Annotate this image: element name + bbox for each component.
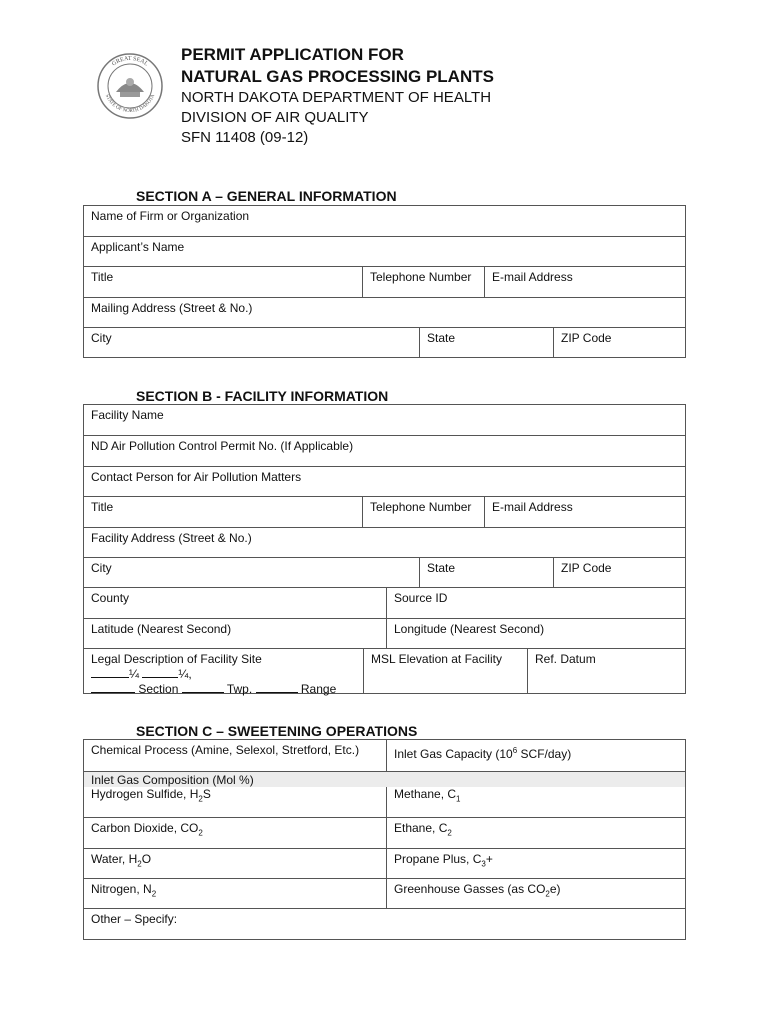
applicant-name-field[interactable]: Applicant’s Name [91, 240, 185, 254]
section-b-table [83, 404, 686, 694]
legal-section-line [91, 682, 356, 697]
contact-title-field[interactable]: Title [91, 500, 114, 514]
source-id-field[interactable]: Source ID [386, 588, 685, 618]
seal-bottom-text: STATE OF NORTH DAKOTA [103, 93, 157, 115]
legal-description-label: Legal Description of Facility Site [91, 652, 262, 666]
other-specify-field[interactable]: Other – Specify: [91, 912, 178, 926]
ghg-sub: 2 [545, 889, 550, 899]
firm-name-field[interactable]: Name of Firm or Organization [91, 209, 250, 223]
water-label: Water, H [91, 852, 138, 866]
h2s-label: Hydrogen Sulfide, H [91, 787, 199, 801]
seal-top-text: GREAT SEAL [111, 55, 149, 68]
facility-name-field[interactable]: Facility Name [91, 408, 164, 422]
nitrogen-field[interactable] [84, 879, 386, 908]
water-sub: 2 [137, 859, 142, 869]
applicant-city-field[interactable]: City [91, 331, 112, 345]
applicant-zip-field[interactable]: ZIP Code [553, 328, 685, 357]
msl-elevation-field[interactable]: MSL Elevation at Facility [363, 649, 527, 693]
nitrogen-label: Nitrogen, N [91, 882, 152, 896]
applicant-email-field[interactable]: E-mail Address [484, 267, 685, 297]
ghg-label: Greenhouse Gasses (as CO [394, 882, 546, 896]
division-name: DIVISION OF AIR QUALITY [181, 109, 369, 126]
applicant-title-field[interactable]: Title [91, 270, 114, 284]
quarter-symbol-1: ¼ [129, 667, 140, 681]
co2-sub: 2 [198, 828, 203, 838]
applicant-telephone-field[interactable]: Telephone Number [362, 267, 484, 297]
ethane-field[interactable] [386, 818, 685, 848]
capacity-unit: SCF/day) [517, 747, 572, 761]
propane-label: Propane Plus, C [394, 852, 482, 866]
nitrogen-sub: 2 [151, 889, 157, 899]
twp-label: Twp. [226, 682, 253, 696]
water-post: O [141, 852, 152, 866]
inlet-gas-capacity-field[interactable] [386, 740, 685, 771]
water-field[interactable] [84, 849, 386, 878]
section-a-table [83, 205, 686, 358]
inlet-gas-composition-header: Inlet Gas Composition (Mol %) [91, 773, 254, 787]
methane-field[interactable] [386, 787, 685, 817]
quarter-symbol-2: ¼, [178, 667, 192, 681]
section-c-title: SECTION C – SWEETENING OPERATIONS [136, 723, 418, 739]
form-number: SFN 11408 (09-12) [181, 129, 309, 146]
form-title-line1: PERMIT APPLICATION FOR [181, 45, 404, 64]
h2s-field[interactable] [84, 787, 386, 817]
form-title-line2: NATURAL GAS PROCESSING PLANTS [181, 67, 494, 86]
range-label: Range [300, 682, 337, 696]
ethane-sub: 2 [447, 828, 452, 838]
contact-person-field[interactable]: Contact Person for Air Pollution Matters [91, 470, 302, 484]
ref-datum-field[interactable]: Ref. Datum [527, 649, 685, 693]
longitude-field[interactable]: Longitude (Nearest Second) [386, 619, 685, 648]
state-seal-logo [96, 52, 164, 120]
propane-plus-field[interactable] [386, 849, 685, 878]
co2-field[interactable] [84, 818, 386, 848]
county-field[interactable]: County [91, 591, 130, 605]
latitude-field[interactable]: Latitude (Nearest Second) [91, 622, 232, 636]
facility-state-field[interactable]: State [419, 558, 553, 587]
propane-post: + [485, 852, 493, 866]
permit-number-field[interactable]: ND Air Pollution Control Permit No. (If Applicable) [91, 439, 354, 453]
contact-telephone-field[interactable]: Telephone Number [362, 497, 484, 527]
section-b-title: SECTION B - FACILITY INFORMATION [136, 388, 389, 404]
legal-description-field[interactable] [84, 649, 363, 696]
methane-sub: 1 [456, 794, 461, 804]
facility-zip-field[interactable]: ZIP Code [553, 558, 685, 587]
ethane-label: Ethane, C [394, 821, 448, 835]
chemical-process-field[interactable]: Chemical Process (Amine, Selexol, Stretford, Etc.) [91, 743, 360, 757]
mailing-address-field[interactable]: Mailing Address (Street & No.) [91, 301, 253, 315]
ghg-post: e) [549, 882, 561, 896]
propane-sub: 3 [481, 859, 486, 869]
capacity-exponent: 6 [512, 746, 518, 755]
h2s-post: S [202, 787, 211, 801]
facility-address-field[interactable]: Facility Address (Street & No.) [91, 531, 252, 545]
greenhouse-gasses-field[interactable] [386, 879, 685, 908]
section-label: Section [138, 682, 179, 696]
section-c-table [83, 739, 686, 940]
department-name: NORTH DAKOTA DEPARTMENT OF HEALTH [181, 89, 492, 106]
form-header [181, 44, 494, 148]
capacity-label: Inlet Gas Capacity (10 [394, 747, 513, 761]
methane-label: Methane, C [394, 787, 457, 801]
applicant-state-field[interactable]: State [419, 328, 553, 357]
facility-city-field[interactable]: City [91, 561, 112, 575]
legal-quarter-line [91, 667, 356, 682]
co2-label: Carbon Dioxide, CO [91, 821, 199, 835]
section-a-title: SECTION A – GENERAL INFORMATION [136, 188, 397, 204]
contact-email-field[interactable]: E-mail Address [484, 497, 685, 527]
h2s-sub: 2 [198, 794, 203, 804]
